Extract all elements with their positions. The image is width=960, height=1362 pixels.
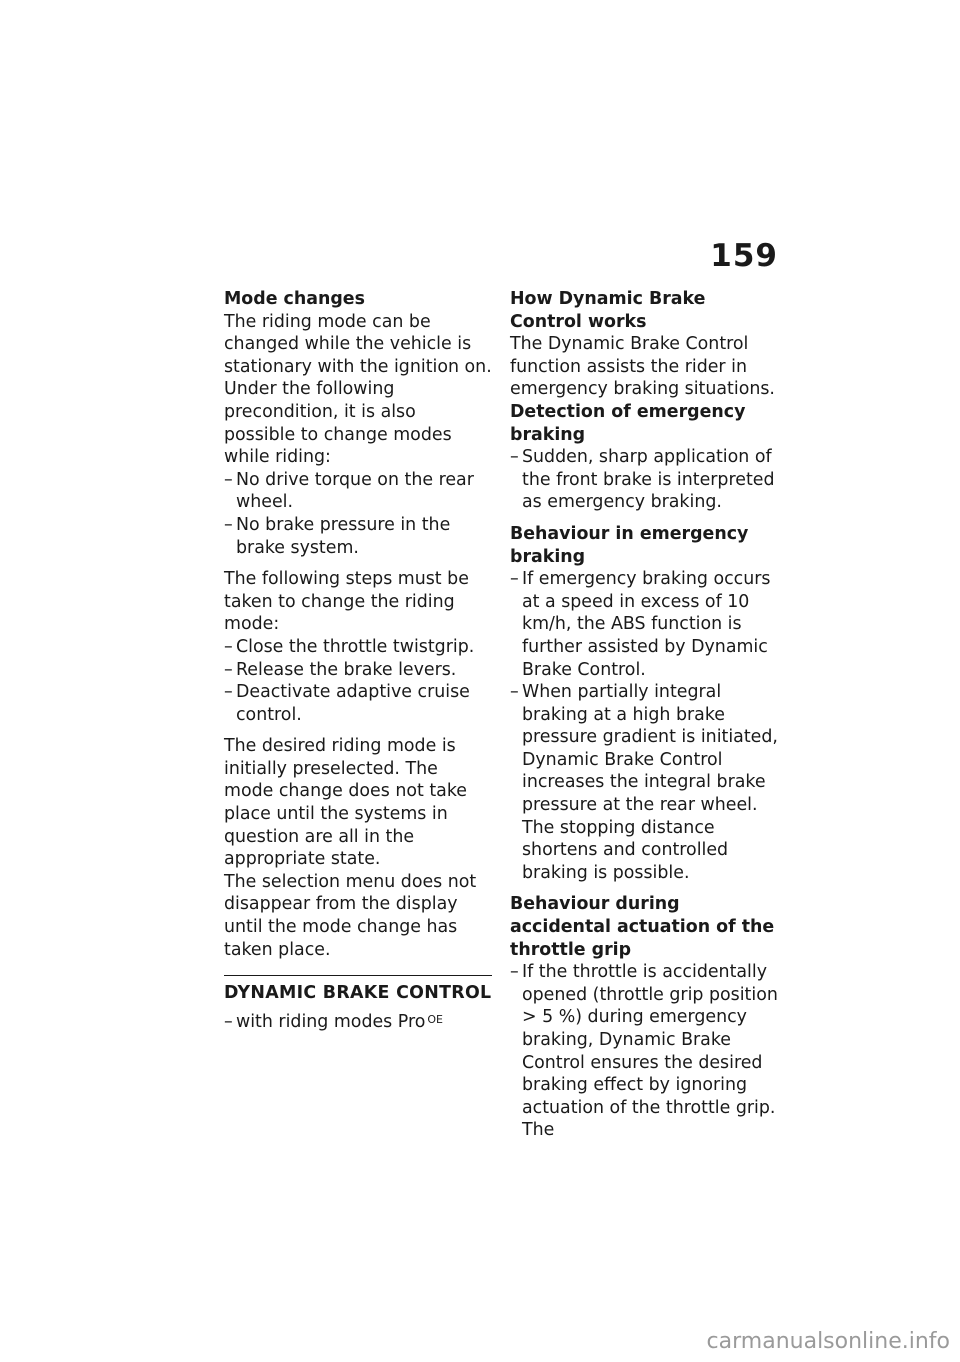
left-column — [224, 288, 492, 1042]
page-number: 159 — [710, 238, 778, 274]
how-it-works-heading: How Dynamic Brake Control works — [510, 289, 706, 332]
section-divider — [224, 975, 492, 1033]
right-column — [510, 288, 780, 1151]
watermark-footer: carmanualsonline.info — [706, 1329, 950, 1354]
mode-changes-heading: Mode changes — [224, 289, 365, 309]
section-note: – with riding modes Pro $^{OE}$ — [224, 1011, 492, 1034]
accidental-list — [510, 961, 780, 1142]
steps-list — [224, 636, 492, 726]
list-item: – If the throttle is accidentally opened (throttle grip position > 5 %) during emergency braking, Dynamic Brake Control ensures the desired braking effect by ignoring actuation of the throttle grip. The — [510, 961, 780, 1142]
option-equipment-superscript: OE — [427, 1012, 443, 1026]
list-item: – If emergency braking occurs at a speed in excess of 10 km/h, the ABS function is further assisted by Dynamic Brake Control. — [510, 568, 780, 681]
list-item: – Release the brake levers. — [224, 659, 492, 682]
behaviour-emergency-heading: Behaviour in emergency braking — [510, 523, 749, 567]
section-title: DYNAMIC BRAKE CONTROL — [224, 983, 492, 1004]
preselect-paragraph: The desired riding mode is initially preselected. The mode change does not take place until the systems in question are all in the appropriate state. — [224, 736, 467, 870]
list-item: – Sudden, sharp application of the front brake is interpreted as emergency braking. — [510, 446, 780, 514]
menu-paragraph: The selection menu does not disappear from the display until the mode change has taken place. — [224, 871, 477, 960]
mode-changes-paragraph: The riding mode can be changed while the vehicle is stationary with the ignition on. Under the following precondition, it is also possible to change modes while riding: — [224, 311, 492, 468]
detection-heading: Detection of emergency braking — [510, 401, 746, 445]
detection-list — [510, 446, 780, 514]
behaviour-list — [510, 568, 780, 884]
section-note-list — [224, 1011, 492, 1034]
steps-paragraph: The following steps must be taken to change the riding mode: — [224, 569, 469, 635]
list-item: – Close the throttle twistgrip. — [224, 636, 492, 659]
how-it-works-paragraph: The Dynamic Brake Control function assists the rider in emergency braking situations. — [510, 334, 775, 400]
precondition-list — [224, 469, 492, 559]
accidental-actuation-heading: Behaviour during accidental actuation of the throttle grip — [510, 894, 775, 960]
list-item: – Deactivate adaptive cruise control. — [224, 681, 492, 726]
list-item: – No brake pressure in the brake system. — [224, 514, 492, 559]
list-item: – No drive torque on the rear wheel. — [224, 469, 492, 514]
list-item: – When partially integral braking at a high brake pressure gradient is initiated, Dynamic Brake Control increases the integral brake pressure at the rear wheel. The stopping distance shortens and controlled braking is possible. — [510, 681, 780, 884]
